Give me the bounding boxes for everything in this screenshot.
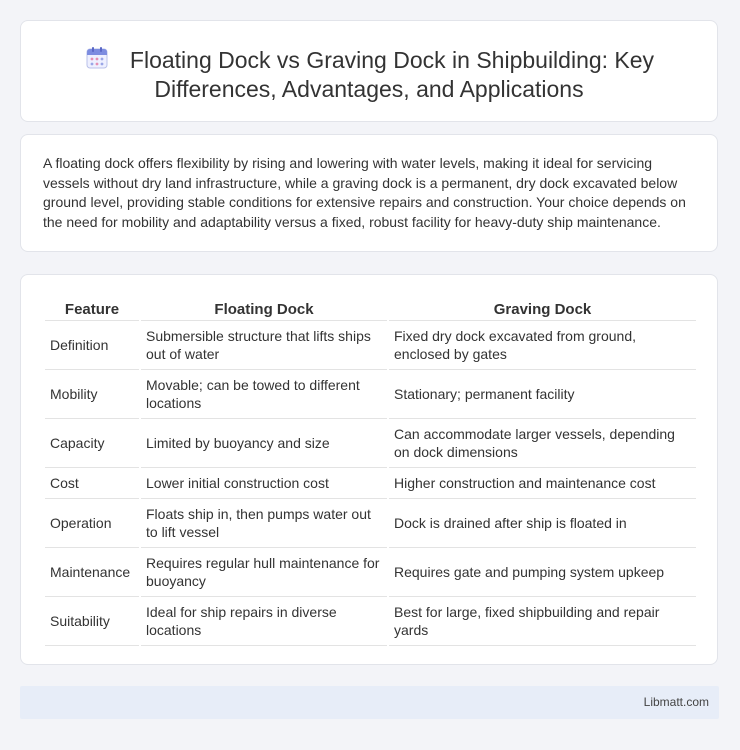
floating-cell: Movable; can be towed to different locations [141,370,387,419]
graving-cell: Higher construction and maintenance cost [389,468,696,499]
graving-cell: Can accommodate larger vessels, depending on dock dimensions [389,419,696,468]
comparison-table [43,296,698,646]
floating-cell: Ideal for ship repairs in diverse locations [141,597,387,646]
floating-cell: Lower initial construction cost [141,468,387,499]
feature-cell: Definition [45,321,139,370]
floating-cell: Requires regular hull maintenance for buoyancy [141,548,387,597]
title-card [20,20,718,122]
footer [20,686,719,719]
table-row [45,499,696,548]
table-row [45,468,696,499]
title-line-1: Floating Dock vs Graving Dock in Shipbuilding: Key [129,47,655,73]
header-feature: Feature [45,296,139,321]
intro-card [20,134,718,252]
table-header-row [45,296,696,321]
footer-brand-link[interactable]: Libmatt.com [643,695,709,709]
floating-cell: Submersible structure that lifts ships out of water [141,321,387,370]
title-line-2: Differences, Advantages, and Applications [154,76,584,102]
graving-cell: Requires gate and pumping system upkeep [389,548,696,597]
graving-cell: Fixed dry dock excavated from ground, enclosed by gates [389,321,696,370]
table-row [45,597,696,646]
feature-cell: Mobility [45,370,139,419]
calendar-icon [84,45,110,71]
floating-cell: Floats ship in, then pumps water out to lift vessel [141,499,387,548]
feature-cell: Capacity [45,419,139,468]
graving-cell: Stationary; permanent facility [389,370,696,419]
header-graving-dock: Graving Dock [389,296,696,321]
feature-cell: Cost [45,468,139,499]
floating-cell: Limited by buoyancy and size [141,419,387,468]
table-row [45,370,696,419]
feature-cell: Operation [45,499,139,548]
feature-cell: Maintenance [45,548,139,597]
page-title [21,45,717,104]
graving-cell: Best for large, fixed shipbuilding and repair yards [389,597,696,646]
table-row [45,321,696,370]
comparison-card [20,274,718,665]
graving-cell: Dock is drained after ship is floated in [389,499,696,548]
table-row [45,419,696,468]
header-floating-dock: Floating Dock [141,296,387,321]
intro-paragraph: A floating dock offers flexibility by rising and lowering with water levels, making it ideal for servicing vessels without dry land infrastructure, while a graving dock is a permanent, dry dock excavated below ground level, providing stable conditions for extensive repairs and construction. Your choice depends on the need for mobility and adaptability versus a fixed, robust facility for heavy-duty ship maintenance. [43,155,686,230]
feature-cell: Suitability [45,597,139,646]
table-row [45,548,696,597]
